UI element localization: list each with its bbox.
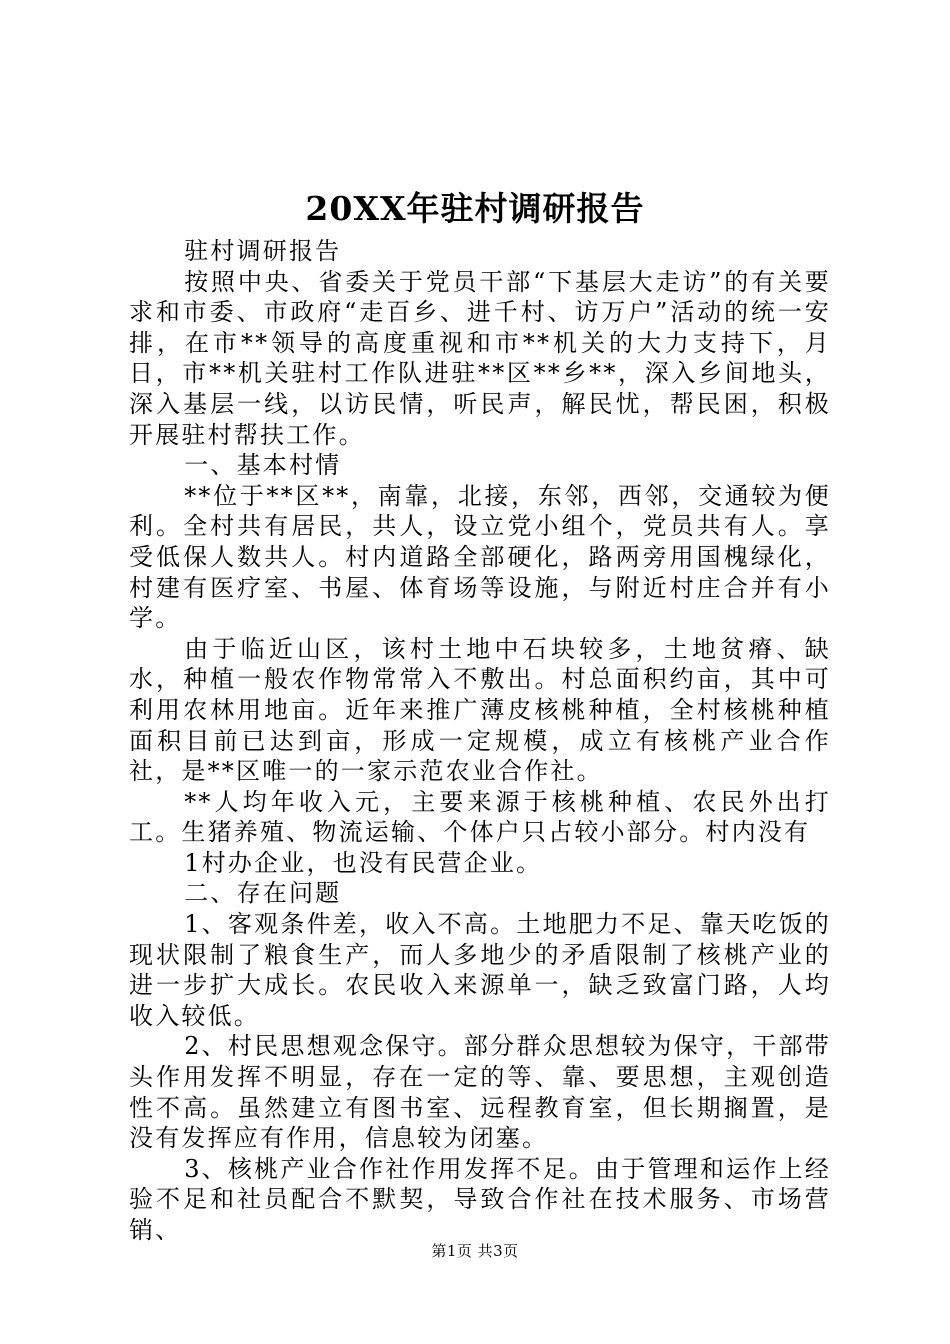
paragraph-problem-1: 1、客观条件差，收入不高。土地肥力不足、靠天吃饭的现状限制了粮食生产，而人多地少的矛盾限制了核桃产业的进一步扩大成长。农民收入来源单一，缺乏致富门路，人均收入较低。 [129,910,831,1030]
paragraph-subtitle: 驻村调研报告 [184,237,342,265]
paragraph-enterprises: 1村办企业，也没有民营企业。 [184,848,543,877]
paragraph-problem-2: 2、村民思想观念保守。部分群众思想较为保守，干部带头作用发挥不明显，存在一定的等、靠、要思想，主观创造性不高。虽然建立有图书室、远程教育室，但长期搁置，是没有发挥应有作用，信息较为闭塞。 [129,1032,831,1153]
paragraph-location: **位于**区**，南靠，北接，东邻，西邻，交通较为便利。全村共有居民，共人，设立党小组个，党员共有人。享受低保人数共人。村内道路全部硬化，路两旁用国槐绿化，村建有医疗室、书屋、体育场等设施，与附近村庄合并有小学。 [129,481,831,633]
document-title: 20XX年驻村调研报告 [305,189,645,228]
paragraph-intro: 按照中央、省委关于党员干部“下基层大走访”的有关要求和市委、市政府“走百乡、进千村、访万户”活动的统一安排，在市**领导的高度重视和市**机关的大力支持下，月日，市**机关驻村工作队进驻**区**乡**，深入乡间地头，深入基层一线，以访民情，听民声，解民忧，帮民困，积极开展驻村帮扶工作。 [129,267,831,449]
paragraph-problem-3: 3、核桃产业合作社作用发挥不足。由于管理和运作上经验不足和社员配合不默契，导致合作社在技术服务、市场营销、 [129,1154,831,1244]
paragraph-land: 由于临近山区，该村土地中石块较多，土地贫瘠、缺水，种植一般农作物常常入不敷出。村总面积约亩，其中可利用农林用地亩。近年来推广薄皮核桃种植，全村核桃种植面积目前已达到亩，形成一定规模，成立有核桃产业合作社，是**区唯一的一家示范农业合作社。 [129,634,831,786]
section-heading-problems: 二、存在问题 [184,879,342,908]
paragraph-income: **人均年收入元，主要来源于核桃种植、农民外出打工。生猪养殖、物流运输、个体户只占较小部分。村内没有 [129,787,831,847]
document-body [129,236,831,1246]
page-footer: 第1页 共3页 [431,1242,519,1260]
section-heading-basic-info: 一、基本村情 [184,451,342,480]
